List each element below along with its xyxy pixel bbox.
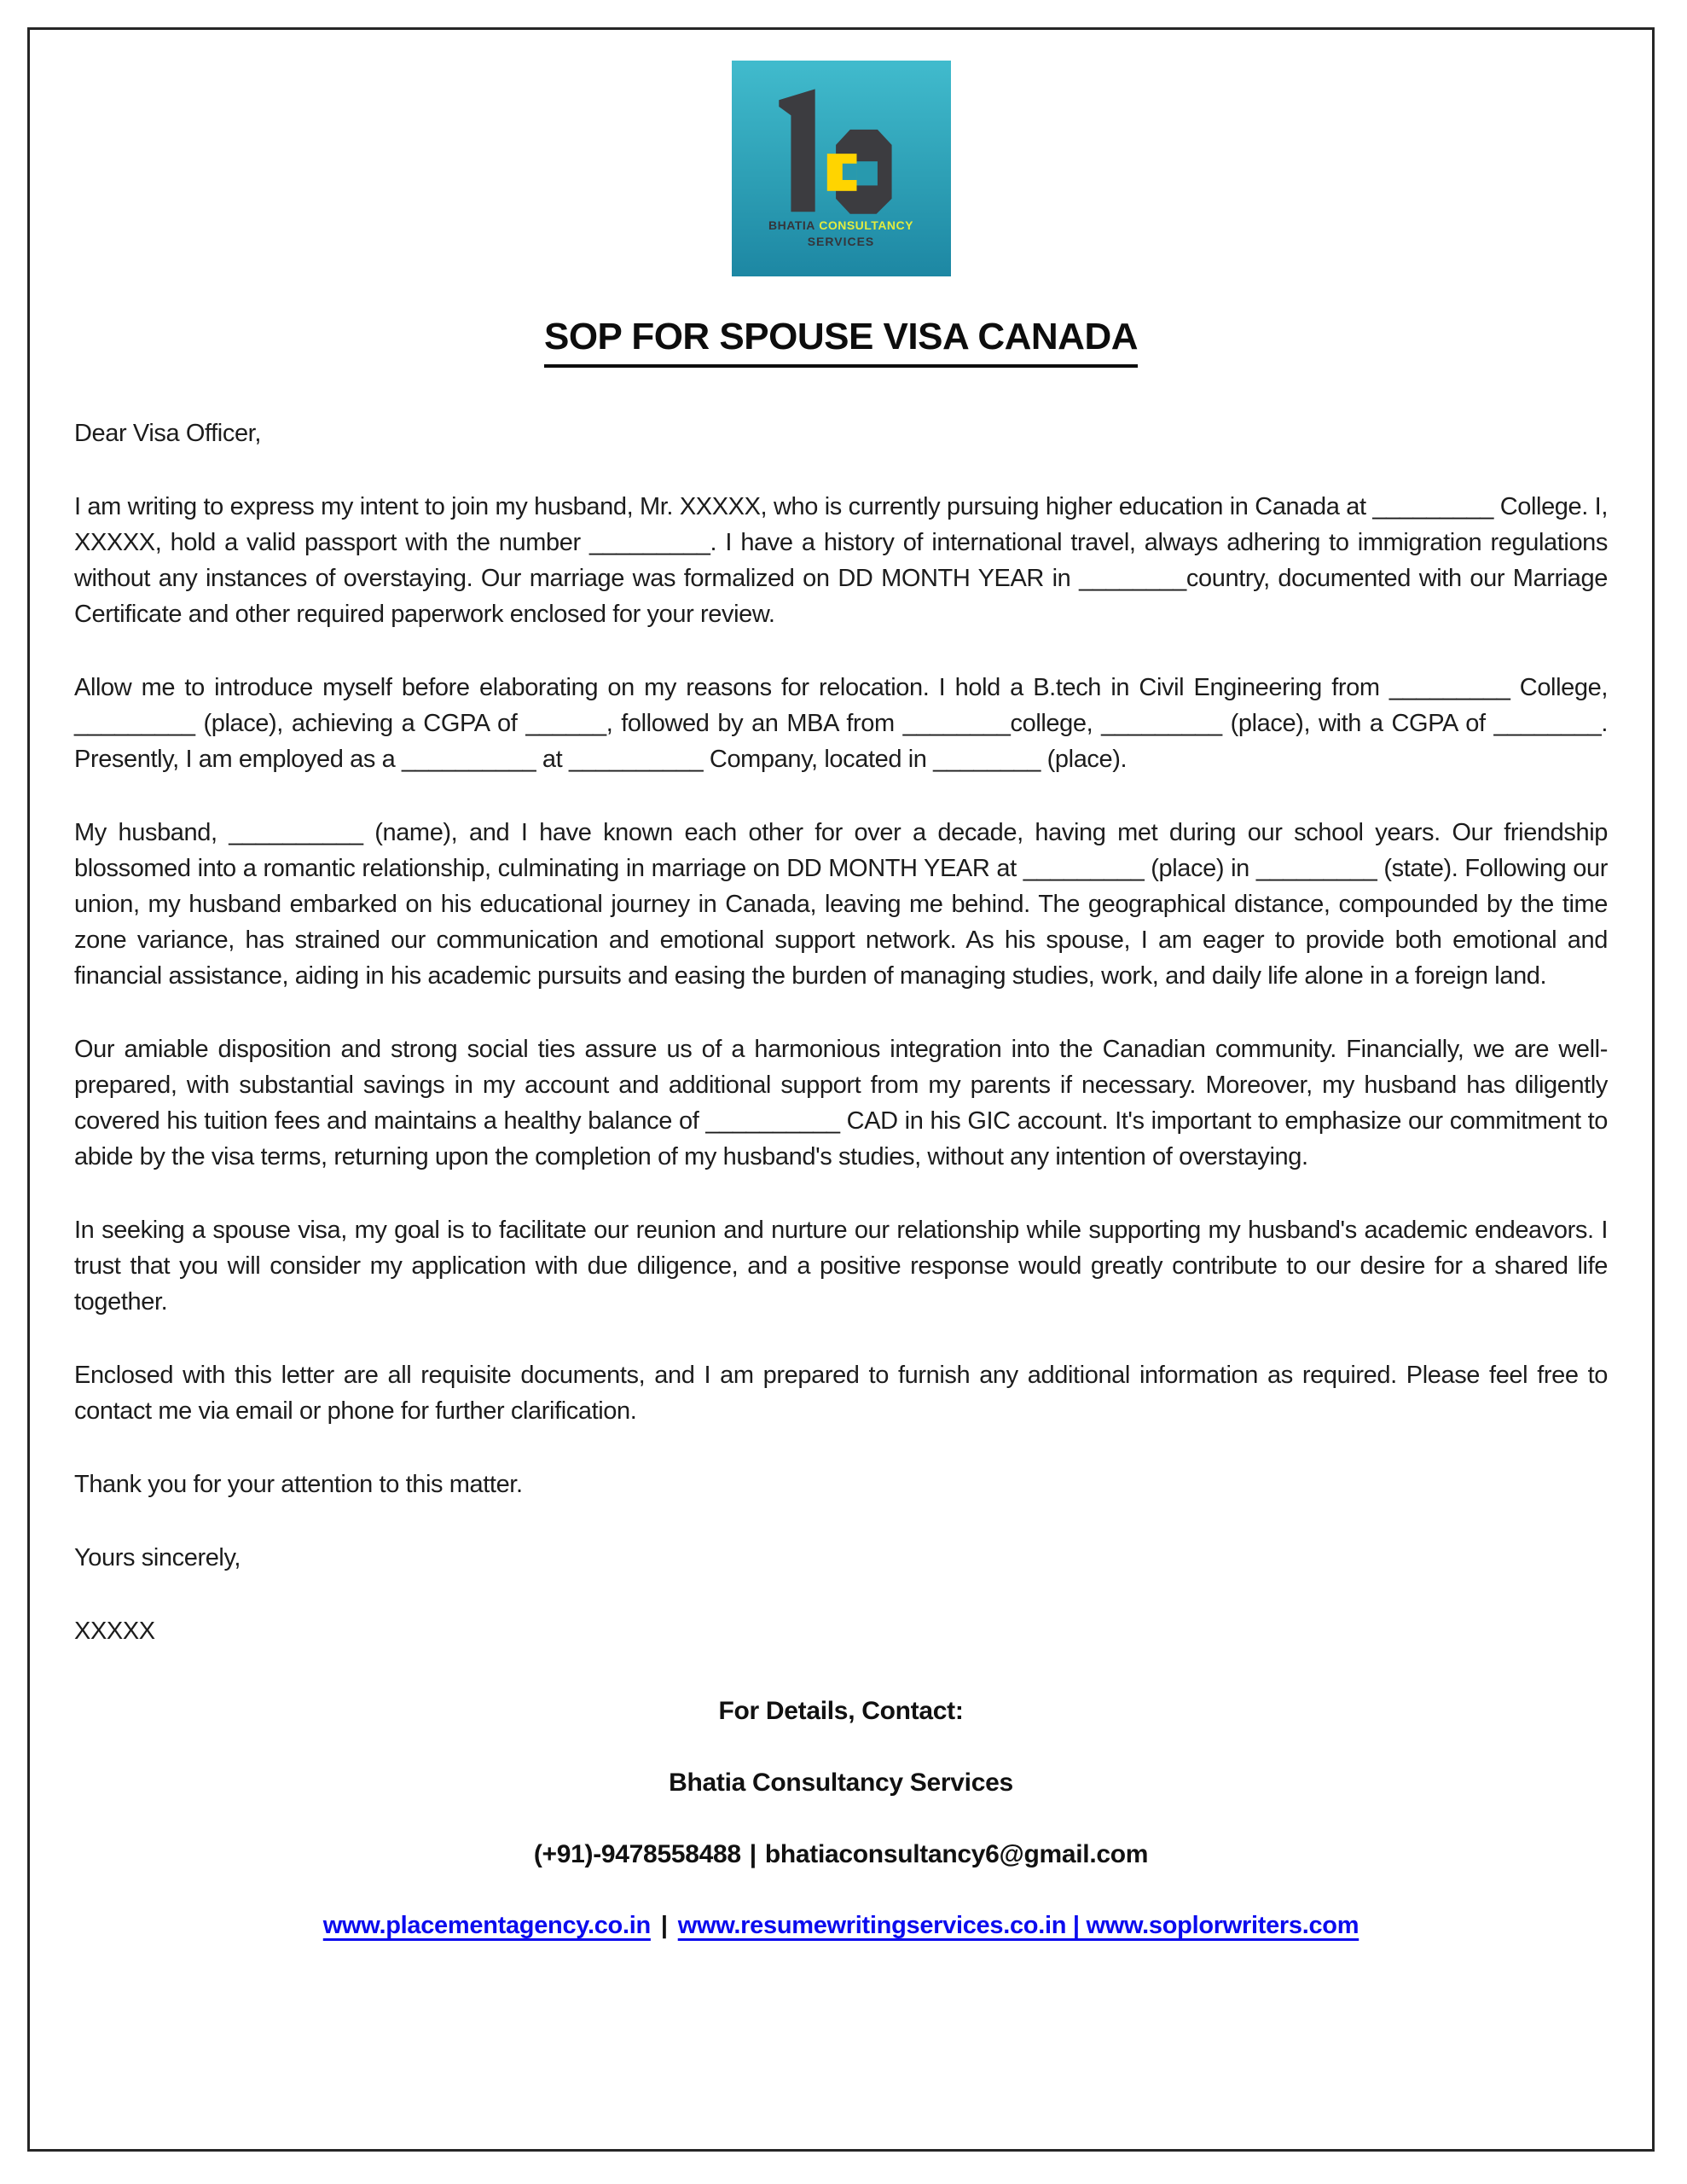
paragraph-finances: Our amiable disposition and strong social ties assure us of a harmonious integration into the Canadian community. Financially, we are well-prepared, with substantial savings in my account and additional support from my parents if necessary. Moreover, my husband has diligently covered his tuition fees and maintains a healthy balance of __________ CAD in his GIC account. It's important to emphasize our commitment to abide by the visa terms, returning upon the completion of my husband's studies, without any intention of overstaying. (74, 1036, 1608, 1170)
logo-brand-name (732, 218, 951, 232)
pipe-separator: | (660, 1912, 668, 1939)
phone-number: (+91)-9478558488 (533, 1840, 741, 1868)
paragraph-intro: I am writing to express my intent to join my husband, Mr. XXXXX, who is currently pursuing higher education in Canada at _________ College. I, XXXXX, hold a valid passport with the number _________. I have a history of international travel, always adhering to immigration regulations without any instances of overstaying. Our marriage was formalized on DD MONTH YEAR in ________country, documented with our Marriage Certificate and other required paperwork enclosed for your review. (74, 493, 1608, 628)
logo-brand-services: SERVICES (807, 234, 875, 248)
page-title-text: SOP FOR SPOUSE VISA CANADA (544, 316, 1138, 368)
contact-heading: For Details, Contact: (718, 1697, 964, 1725)
salutation: Dear Visa Officer, (74, 420, 261, 447)
company-name: Bhatia Consultancy Services (669, 1769, 1013, 1797)
signature: XXXXX (74, 1618, 155, 1645)
logo-brand-accent: CONSULTANCY (819, 218, 913, 232)
thank-you-line: Thank you for your attention to this matter. (74, 1471, 523, 1498)
email-address: bhatiaconsultancy6@gmail.com (764, 1840, 1149, 1868)
page-title (74, 316, 1608, 368)
paragraph-relationship: My husband, __________ (name), and I have known each other for over a decade, having met during our school years. Our friendship blossomed into a romantic relationship, culminating in marriage on DD MONTH YEAR at _________ (place) in _________ (state). Following our union, my husband embarked on his educational journey in Canada, leaving me behind. The geographical distance, compounded by the time zone variance, has strained our communication and emotional support network. As his spouse, I am eager to provide both emotional and financial assistance, aiding in his academic pursuits and easing the burden of managing studies, work, and daily life alone in a foreign land. (74, 819, 1608, 990)
paragraph-enclosures: Enclosed with this letter are all requisite documents, and I am prepared to furnish any additional information as required. Please feel free to contact me via email or phone for further clarification. (74, 1362, 1608, 1425)
link-resumewritingservices-soplorwriters[interactable]: www.resumewritingservices.co.in | www.soplorwriters.com (677, 1912, 1359, 1939)
footer-contact-block (74, 1697, 1608, 1940)
website-links-line (74, 1912, 1608, 1940)
phone-email-line (74, 1840, 1608, 1869)
logo-brand-dark: BHATIA (768, 218, 815, 232)
paragraph-goal: In seeking a spouse visa, my goal is to facilitate our reunion and nurture our relationship while supporting my husband's academic endeavors. I trust that you will consider my application with due diligence, and a positive response would greatly contribute to our desire for a shared life together. (74, 1217, 1608, 1316)
closing-line: Yours sincerely, (74, 1544, 241, 1571)
document-page (27, 27, 1655, 2152)
link-placementagency[interactable]: www.placementagency.co.in (322, 1912, 651, 1939)
paragraph-background: Allow me to introduce myself before elaborating on my reasons for relocation. I hold a B.tech in Civil Engineering from _________ College, _________ (place), achieving a CGPA of ______, followed by an MBA from ________college, _________ (place), with a CGPA of ________. Presently, I am employed as a __________ at __________ Company, located in ________ (place). (74, 674, 1608, 773)
closing-block (74, 1467, 1608, 1649)
bhatia-consultancy-logo (732, 61, 951, 276)
letter-body (74, 415, 1608, 1649)
pipe-separator: | (749, 1840, 757, 1868)
